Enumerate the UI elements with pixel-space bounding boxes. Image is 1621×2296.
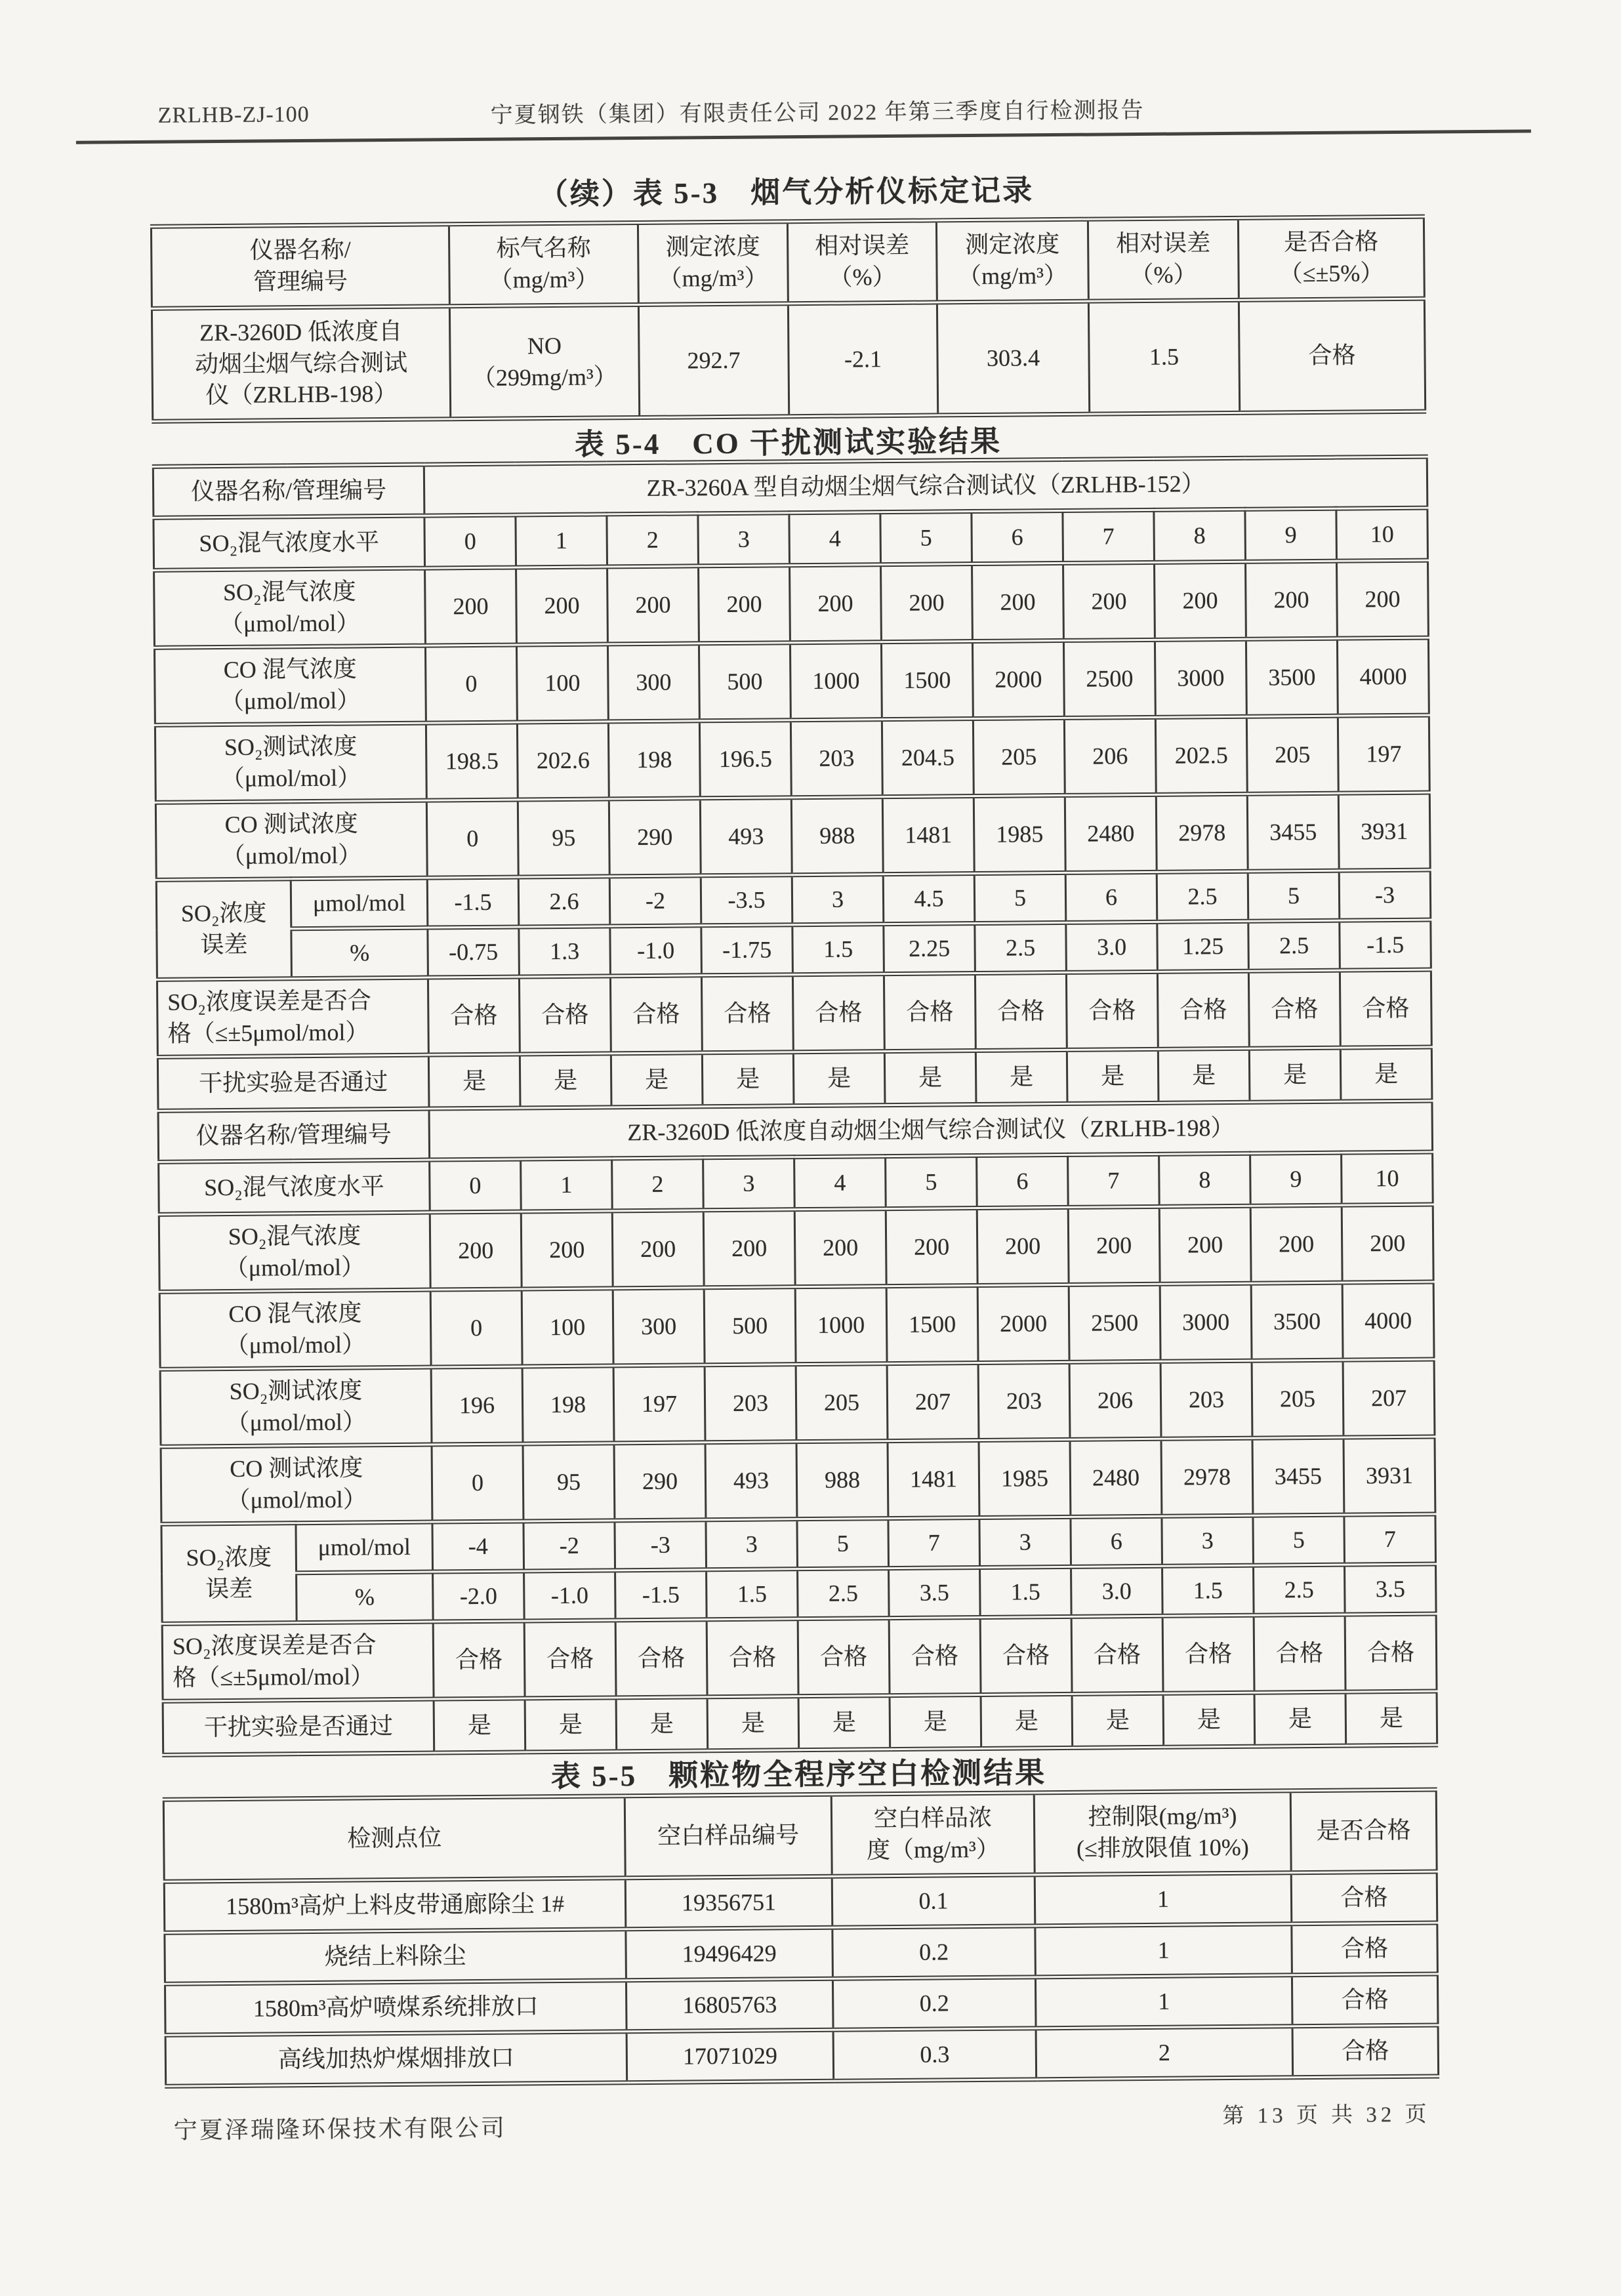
site-cell: 1580m³高炉上料皮带通廊除尘 1# (164, 1878, 626, 1933)
co-test-label: CO 测试浓度 （μmol/mol） (155, 800, 427, 880)
co-test-value: 2978 (1156, 794, 1248, 872)
table-row (165, 1974, 1438, 2035)
qualified-cell: 合格 (1292, 2025, 1439, 2078)
table-row (159, 1152, 1433, 1214)
so2-test-value: 203 (1160, 1361, 1252, 1439)
pass-value: 是 (707, 1696, 799, 1751)
co-mix-value: 100 (522, 1288, 613, 1366)
instrument-name: ZR-3260D 低浓度自动烟尘烟气综合测试仪（ZRLHB-198） (429, 1101, 1433, 1160)
so2-test-value: 196 (431, 1366, 523, 1445)
qualified-value: 合格 (1157, 971, 1249, 1049)
level-value: 8 (1159, 1153, 1251, 1206)
co-test-value: 3455 (1252, 1437, 1344, 1515)
level-value: 3 (703, 1157, 795, 1210)
level-value: 5 (880, 512, 972, 565)
so2-test-value: 207 (1343, 1359, 1435, 1437)
co-mix-value: 1000 (790, 642, 882, 720)
pass-value: 是 (975, 1050, 1067, 1104)
sample-no-cell: 16805763 (626, 1978, 833, 2031)
error-umol-value: 6 (1065, 872, 1157, 922)
pass-value: 是 (981, 1694, 1073, 1748)
table-row (154, 638, 1429, 725)
qualified-value: 合格 (1340, 970, 1431, 1048)
error-umol-value: 2.5 (1157, 871, 1248, 922)
co-test-value: 290 (614, 1443, 706, 1521)
table55-header-row (163, 1790, 1437, 1881)
qualified-value: 合格 (701, 975, 793, 1053)
so2-mix-value: 200 (1250, 1205, 1342, 1283)
header-rule (76, 129, 1531, 144)
so2-test-value: 198 (608, 721, 700, 799)
so2-mix-label: SO₂混气浓度 （μmol/mol） (154, 568, 426, 647)
co-mix-value: 100 (516, 644, 608, 722)
qualified-row-label: SO₂浓度误差是否合 格（≤±5μmol/mol） (157, 977, 428, 1057)
co-test-value: 1481 (882, 796, 974, 874)
error-pct-value: 3.0 (1071, 1566, 1163, 1616)
error-pct-value: -0.75 (428, 927, 520, 977)
table-row (165, 2025, 1439, 2086)
so2-mix-value: 200 (1246, 561, 1338, 639)
error-umol-value: 5 (974, 872, 1066, 923)
co-mix-label: CO 混气浓度 （μmol/mol） (154, 646, 426, 725)
level-value: 7 (1063, 510, 1155, 563)
table53-title: （续）表 5-3 烟气分析仪标定记录 (538, 174, 1035, 211)
error-umol-value: 2.6 (518, 876, 610, 927)
pass-value: 是 (890, 1694, 981, 1749)
co-mix-value: 3500 (1251, 1282, 1343, 1361)
error-pct-value: 2.5 (1248, 920, 1340, 971)
conc-cell: 0.1 (832, 1875, 1035, 1927)
conc-cell: 0.2 (832, 1977, 1036, 2030)
doc-code: ZRLHB-ZJ-100 (157, 102, 310, 128)
co-test-value: 2978 (1161, 1438, 1253, 1516)
error-pct-value: 1.25 (1157, 921, 1249, 972)
error-unit: μmol/mol (296, 1522, 433, 1573)
column-header: 是否合格 (1290, 1790, 1437, 1873)
column-header: 是否合格 （≤±5%） (1238, 216, 1424, 300)
level-value: 2 (612, 1158, 704, 1211)
so2-test-value: 207 (887, 1363, 979, 1441)
sample-no-cell: 19496429 (626, 1927, 833, 1980)
co-mix-value: 1500 (881, 642, 973, 720)
error-umol-value: -2 (609, 876, 701, 926)
report-header-title: 宁夏钢铁（集团）有限责任公司 2022 年第三季度自行检测报告 (490, 98, 1145, 128)
co-test-value: 95 (523, 1443, 615, 1521)
relative-error-1-cell: -2.1 (788, 302, 937, 417)
column-header: 空白样品浓 度（mg/m³） (831, 1793, 1035, 1876)
relative-error-2-cell: 1.5 (1088, 300, 1239, 414)
qualified-value: 合格 (1254, 1614, 1345, 1692)
so2-mix-value: 200 (430, 1212, 522, 1290)
qualified-value: 合格 (1162, 1615, 1254, 1693)
error-pct-value: 3.5 (889, 1567, 981, 1618)
sample-no-cell: 19356751 (625, 1876, 832, 1929)
error-umol-value: 5 (1248, 871, 1340, 921)
so2-mix-label: SO₂混气浓度 （μmol/mol） (159, 1212, 430, 1292)
table-row (163, 1691, 1437, 1755)
error-umol-value: -3 (1339, 870, 1431, 920)
error-umol-value: 3 (792, 874, 884, 925)
table-row (159, 1282, 1434, 1369)
pass-value: 是 (1158, 1048, 1250, 1103)
co-test-value: 988 (791, 797, 883, 875)
level-value: 6 (972, 510, 1063, 564)
co-mix-value: 3000 (1160, 1283, 1252, 1361)
error-umol-value: 7 (888, 1517, 980, 1568)
pass-value: 是 (1163, 1692, 1255, 1747)
pass-value: 是 (520, 1054, 611, 1108)
table53-header-row (151, 216, 1424, 308)
qualified-cell: 合格 (1239, 298, 1425, 413)
level-value: 4 (794, 1157, 886, 1210)
co-mix-value: 0 (425, 645, 517, 723)
co-mix-value: 2500 (1069, 1284, 1160, 1362)
qualified-value: 合格 (792, 974, 884, 1052)
level-value: 9 (1245, 508, 1337, 562)
error-pct-value: -1.5 (615, 1570, 707, 1620)
error-pct-value: 1.3 (519, 926, 611, 977)
pass-value: 是 (798, 1696, 890, 1750)
qualified-cell: 合格 (1292, 1974, 1438, 2026)
so2-test-value: 204.5 (882, 719, 974, 797)
qualified-cell: 合格 (1291, 1872, 1437, 1924)
co-test-value: 2480 (1065, 794, 1157, 872)
co-mix-value: 2500 (1063, 640, 1155, 718)
co-mix-value: 4000 (1337, 638, 1429, 716)
so2-test-value: 197 (1338, 715, 1429, 793)
table53-data-row (152, 298, 1425, 421)
table54-co-interference-test (152, 455, 1439, 1757)
pass-value: 是 (1067, 1049, 1159, 1103)
error-row-label: SO₂浓度 误差 (156, 879, 291, 980)
so2-mix-value: 200 (425, 567, 517, 646)
so2-mix-value: 200 (1337, 560, 1429, 638)
pass-value: 是 (1345, 1691, 1437, 1746)
error-unit: % (297, 1572, 434, 1623)
pass-value: 是 (884, 1051, 976, 1105)
so2-test-value: 197 (613, 1365, 705, 1443)
error-pct-value: 1.5 (980, 1567, 1072, 1617)
error-umol-value: 5 (797, 1519, 889, 1569)
column-header: 空白样品编号 (625, 1794, 832, 1877)
level-value: 5 (886, 1156, 977, 1209)
pass-value: 是 (1340, 1047, 1432, 1101)
so2-test-value: 202.5 (1155, 716, 1247, 794)
co-test-value: 1481 (888, 1440, 979, 1518)
co-mix-value: 2000 (977, 1284, 1069, 1363)
so2-test-value: 196.5 (699, 720, 791, 798)
site-cell: 高线加热炉煤烟排放口 (165, 2032, 627, 2087)
error-umol-value: 7 (1344, 1514, 1436, 1565)
error-pct-value: 1.5 (707, 1569, 798, 1620)
pass-row-label: 干扰实验是否通过 (163, 1699, 434, 1755)
pass-value: 是 (1254, 1692, 1346, 1746)
site-cell: 烧结上料除尘 (165, 1929, 626, 1984)
so2-test-value: 205 (973, 718, 1065, 796)
limit-cell: 1 (1035, 1873, 1292, 1926)
limit-cell: 2 (1036, 2026, 1293, 2080)
so2-test-value: 203 (790, 720, 882, 798)
so2-mix-value: 200 (886, 1208, 977, 1286)
table-row (154, 508, 1428, 570)
so2-test-value: 205 (1246, 716, 1338, 794)
error-umol-value: -3 (615, 1520, 707, 1570)
level-value: 1 (521, 1158, 613, 1212)
co-mix-value: 3500 (1246, 638, 1338, 716)
pass-value: 是 (1072, 1693, 1164, 1748)
table54-title: 表 5-4 CO 干扰测试实验结果 (574, 424, 1002, 461)
pass-value: 是 (616, 1697, 708, 1752)
so2-mix-value: 200 (699, 565, 790, 644)
table53-calibration-record (150, 215, 1426, 424)
qualified-value: 合格 (884, 974, 975, 1052)
column-header: 检测点位 (163, 1796, 625, 1882)
column-header: 标气名称 （mg/m³） (449, 223, 638, 306)
qualified-value: 合格 (428, 977, 520, 1055)
conc-cell: 0.2 (832, 1926, 1036, 1978)
pass-row-label: 干扰实验是否通过 (157, 1055, 429, 1111)
co-test-value: 95 (518, 799, 609, 877)
qualified-value: 合格 (975, 972, 1067, 1050)
qualified-value: 合格 (1071, 1616, 1163, 1694)
error-umol-value: 6 (1071, 1516, 1162, 1567)
so2-test-value: 198 (522, 1366, 614, 1444)
level-value: 7 (1068, 1154, 1160, 1207)
error-umol-value: 4.5 (883, 874, 975, 924)
so2-mix-value: 200 (1342, 1204, 1433, 1282)
so2-test-value: 203 (978, 1362, 1070, 1440)
error-pct-value: -1.5 (1340, 920, 1431, 970)
error-umol-value: 3 (706, 1519, 798, 1570)
so2-mix-value: 200 (607, 566, 699, 644)
error-row-label: SO₂浓度 误差 (161, 1523, 297, 1624)
so2-mix-value: 200 (1063, 562, 1155, 640)
co-test-value: 2480 (1070, 1439, 1162, 1517)
table-row (154, 560, 1429, 647)
qualified-value: 合格 (615, 1620, 707, 1698)
column-header: 仪器名称/ 管理编号 (151, 224, 449, 309)
co-test-value: 1985 (979, 1439, 1071, 1517)
measured-conc-2-cell: 303.4 (937, 301, 1089, 415)
error-umol-value: -4 (432, 1521, 524, 1572)
instrument-cell: ZR-3260D 低浓度自 动烟尘烟气综合测试 仪（ZRLHB-198） (152, 306, 450, 422)
co-mix-value: 0 (430, 1289, 522, 1367)
so2-test-label: SO₂测试浓度 （μmol/mol） (160, 1367, 432, 1446)
qualified-value: 合格 (798, 1618, 890, 1696)
sample-no-cell: 17071029 (626, 2030, 834, 2082)
qualified-value: 合格 (889, 1617, 981, 1695)
site-cell: 1580m³高炉喷煤系统排放口 (165, 1980, 626, 2036)
limit-cell: 1 (1035, 1975, 1292, 2028)
instrument-row-label: 仪器名称/管理编号 (153, 464, 424, 518)
qualified-value: 合格 (524, 1620, 616, 1698)
footer-page-number: 第 13 页 共 32 页 (1222, 2102, 1431, 2129)
qualified-value: 合格 (1345, 1614, 1437, 1692)
qualified-value: 合格 (610, 975, 702, 1054)
pass-value: 是 (525, 1698, 617, 1752)
co-test-value: 290 (609, 798, 701, 876)
so2-test-value: 206 (1069, 1361, 1161, 1439)
table-row (155, 715, 1429, 802)
so2-mix-value: 200 (1159, 1206, 1251, 1284)
co-mix-value: 3000 (1155, 639, 1246, 717)
co-mix-value: 300 (613, 1288, 705, 1366)
column-header: 相对误差 （%） (787, 220, 937, 304)
column-header: 测定浓度 （mg/m³） (638, 222, 788, 305)
table-row (157, 970, 1431, 1057)
error-pct-value: 2.5 (1254, 1565, 1345, 1615)
instrument-name: ZR-3260A 型自动烟尘烟气综合测试仪（ZRLHB-152） (424, 457, 1427, 516)
level-row-label: SO₂混气浓度水平 (159, 1160, 430, 1214)
co-test-value: 493 (700, 798, 792, 876)
level-value: 10 (1342, 1152, 1433, 1205)
co-mix-value: 500 (704, 1287, 796, 1365)
co-mix-value: 4000 (1342, 1282, 1434, 1360)
co-test-value: 3931 (1338, 792, 1430, 871)
co-test-value: 3455 (1247, 793, 1339, 871)
co-test-value: 3931 (1344, 1437, 1435, 1515)
so2-mix-value: 200 (794, 1209, 886, 1287)
so2-mix-value: 200 (516, 567, 608, 645)
error-pct-value: 3.5 (1345, 1564, 1437, 1614)
error-pct-value: 3.0 (1066, 922, 1158, 972)
qualified-value: 合格 (1248, 970, 1340, 1048)
column-header: 控制限(mg/m³) (≤排放限值 10%) (1034, 1791, 1291, 1875)
co-test-value: 493 (705, 1442, 797, 1520)
error-pct-value: 2.5 (975, 922, 1067, 973)
column-header: 测定浓度 （mg/m³） (936, 219, 1088, 302)
pass-value: 是 (793, 1052, 885, 1106)
level-value: 10 (1336, 508, 1428, 561)
co-mix-value: 500 (699, 643, 790, 721)
so2-mix-value: 200 (521, 1211, 613, 1289)
so2-mix-value: 200 (703, 1210, 795, 1288)
conc-cell: 0.3 (833, 2028, 1036, 2081)
level-value: 8 (1154, 509, 1246, 562)
level-value: 0 (424, 515, 516, 568)
error-pct-value: -1.0 (524, 1570, 616, 1621)
co-mix-value: 1500 (886, 1286, 978, 1364)
level-value: 3 (698, 513, 790, 566)
so2-test-value: 202.6 (517, 722, 609, 800)
table-row (157, 1047, 1432, 1111)
error-pct-value: 1.5 (792, 924, 884, 975)
error-pct-value: -2.0 (433, 1571, 525, 1622)
error-umol-value: -2 (523, 1521, 615, 1571)
so2-mix-value: 200 (881, 564, 973, 642)
level-row-label: SO₂混气浓度水平 (154, 516, 425, 570)
qualified-row-label: SO₂浓度误差是否合 格（≤±5μmol/mol） (162, 1622, 434, 1701)
pass-value: 是 (702, 1052, 794, 1107)
co-mix-label: CO 混气浓度 （μmol/mol） (159, 1290, 431, 1369)
error-pct-value: 2.25 (884, 924, 975, 974)
error-umol-value: -3.5 (701, 875, 792, 926)
co-mix-value: 300 (607, 644, 699, 722)
so2-mix-value: 200 (1068, 1206, 1160, 1284)
level-value: 0 (430, 1159, 522, 1212)
table-row (153, 457, 1427, 518)
qualified-value: 合格 (980, 1616, 1072, 1694)
so2-test-label: SO₂测试浓度 （μmol/mol） (155, 723, 426, 802)
qualified-cell: 合格 (1292, 1923, 1438, 1975)
qualified-value: 合格 (707, 1619, 798, 1697)
pass-value: 是 (428, 1054, 520, 1109)
so2-test-value: 198.5 (426, 722, 518, 800)
limit-cell: 1 (1035, 1924, 1292, 1977)
table-row (162, 1614, 1437, 1701)
table-row (155, 792, 1430, 880)
co-test-value: 988 (796, 1441, 888, 1519)
table-row (164, 1872, 1437, 1933)
level-value: 6 (977, 1155, 1069, 1208)
so2-mix-value: 200 (977, 1207, 1069, 1285)
level-value: 1 (516, 514, 607, 567)
so2-mix-value: 200 (790, 565, 882, 643)
error-unit: μmol/mol (291, 878, 428, 929)
error-umol-value: -1.5 (427, 877, 519, 928)
pass-value: 是 (611, 1053, 703, 1107)
error-pct-value: -1.0 (610, 926, 702, 976)
so2-mix-value: 200 (612, 1210, 704, 1288)
level-value: 2 (607, 514, 699, 567)
co-test-label: CO 测试浓度 （μmol/mol） (161, 1445, 432, 1524)
table-row (158, 1101, 1433, 1162)
error-umol-value: 3 (979, 1517, 1071, 1567)
so2-test-value: 206 (1064, 717, 1156, 795)
error-umol-value: 3 (1162, 1515, 1254, 1566)
table-row (159, 1204, 1433, 1292)
standard-gas-cell: NO （299mg/m³） (449, 305, 639, 419)
qualified-value: 合格 (519, 976, 611, 1054)
qualified-value: 合格 (433, 1621, 525, 1699)
pass-value: 是 (434, 1698, 525, 1753)
co-mix-value: 1000 (795, 1286, 887, 1364)
so2-test-value: 203 (705, 1364, 796, 1443)
table-row (160, 1359, 1435, 1446)
so2-mix-value: 200 (1155, 562, 1246, 640)
table55-blank-test-results (163, 1788, 1439, 2089)
error-unit: % (291, 928, 428, 979)
level-value: 4 (789, 512, 881, 565)
error-umol-value: 5 (1253, 1515, 1345, 1565)
error-pct-value: 1.5 (1162, 1565, 1254, 1616)
co-mix-value: 2000 (972, 640, 1064, 718)
co-test-value: 0 (432, 1444, 523, 1522)
so2-test-value: 205 (796, 1364, 888, 1442)
co-test-value: 0 (426, 800, 518, 878)
footer-company: 宁夏泽瑞隆环保技术有限公司 (173, 2114, 506, 2144)
pass-value: 是 (1249, 1048, 1341, 1102)
column-header: 相对误差 （%） (1088, 218, 1239, 301)
instrument-row-label: 仪器名称/管理编号 (158, 1109, 430, 1162)
table-row (161, 1437, 1435, 1524)
qualified-value: 合格 (1066, 972, 1158, 1050)
level-value: 9 (1250, 1153, 1342, 1206)
so2-test-value: 205 (1252, 1360, 1344, 1438)
error-pct-value: 2.5 (798, 1568, 890, 1619)
table-row (165, 1923, 1438, 1984)
measured-conc-1-cell: 292.7 (638, 304, 789, 418)
error-pct-value: -1.75 (701, 925, 793, 975)
table55-title: 表 5-5 颗粒物全程序空白检测结果 (550, 1756, 1047, 1794)
co-test-value: 1985 (974, 795, 1065, 873)
so2-mix-value: 200 (972, 563, 1064, 641)
